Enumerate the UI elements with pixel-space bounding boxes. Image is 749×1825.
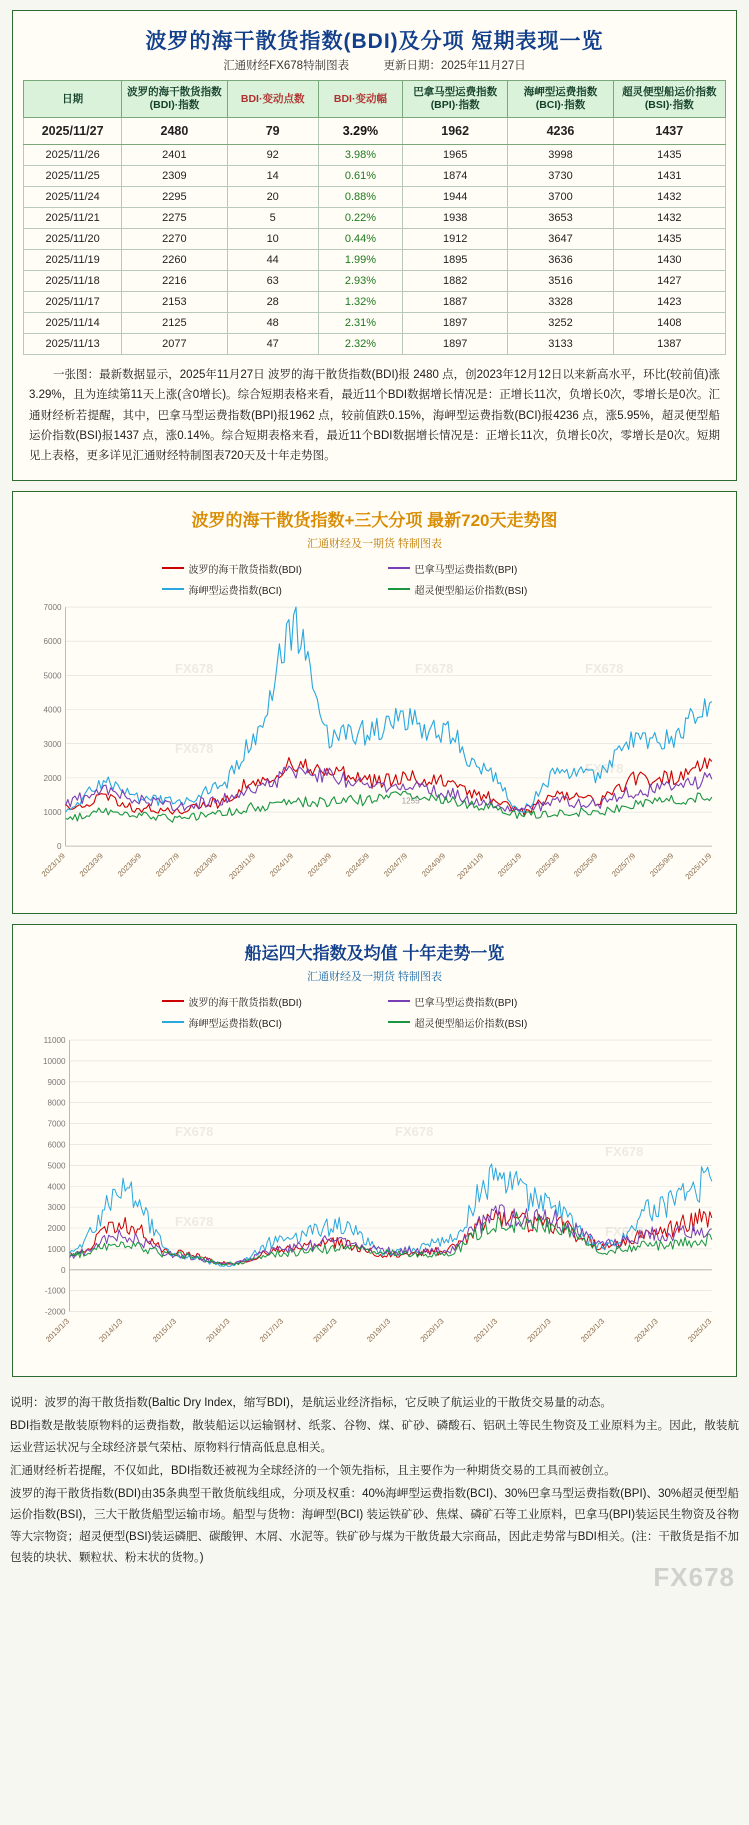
cell-pct: 2.93% (318, 271, 402, 292)
svg-text:2024/5/9: 2024/5/9 (343, 851, 372, 879)
cell-date: 2025/11/18 (24, 271, 122, 292)
cell-bsi: 1427 (613, 271, 725, 292)
legend-item-bpi (388, 994, 588, 1009)
cell-bci: 3516 (508, 271, 613, 292)
table-row (24, 292, 726, 313)
cell-bpi: 1887 (403, 292, 508, 313)
svg-text:2015/1/3: 2015/1/3 (150, 1316, 179, 1344)
svg-text:2000: 2000 (43, 773, 62, 783)
cell-chg: 92 (227, 145, 318, 166)
table-row (24, 271, 726, 292)
watermark: FX678 (395, 1123, 434, 1139)
svg-text:-1000: -1000 (44, 1286, 66, 1296)
cell-bdi: 2125 (122, 313, 227, 334)
svg-text:2016/1/3: 2016/1/3 (204, 1316, 232, 1344)
cell-bdi: 2401 (122, 145, 227, 166)
cell-date: 2025/11/25 (24, 166, 122, 187)
watermark: FX678 (175, 660, 214, 676)
cell-bdi: 2077 (122, 334, 227, 355)
svg-text:3000: 3000 (43, 739, 62, 749)
cell-bpi: 1882 (403, 271, 508, 292)
cell-bsi: 1423 (613, 292, 725, 313)
svg-text:2022/1/3: 2022/1/3 (525, 1316, 553, 1344)
table-subtitle (23, 57, 726, 80)
cell-bsi: 1430 (613, 250, 725, 271)
cell-bdi: 2270 (122, 229, 227, 250)
watermark: FX678 (605, 1223, 644, 1239)
svg-text:1000: 1000 (43, 807, 62, 817)
cell-bpi: 1912 (403, 229, 508, 250)
cell-bci: 3653 (508, 208, 613, 229)
cell-bsi: 1431 (613, 166, 725, 187)
cell-bci: 3700 (508, 187, 613, 208)
cell-pct: 3.98% (318, 145, 402, 166)
watermark: FX678 (585, 760, 624, 776)
svg-text:2025/9/9: 2025/9/9 (648, 851, 676, 879)
legend-label: 波罗的海干散货指数(BDI) (188, 997, 302, 1009)
svg-text:2025/7/9: 2025/7/9 (609, 851, 638, 879)
svg-text:11000: 11000 (43, 1035, 66, 1045)
legend-label: 超灵便型船运价指数(BSI) (414, 585, 528, 597)
svg-text:7000: 7000 (47, 1119, 66, 1129)
svg-text:6000: 6000 (43, 637, 62, 647)
cell-bci: 3252 (508, 313, 613, 334)
svg-text:10000: 10000 (43, 1056, 66, 1066)
watermark: FX678 (415, 660, 454, 676)
watermark: FX678 (175, 1213, 214, 1229)
cell-date: 2025/11/13 (24, 334, 122, 355)
svg-text:2024/9/9: 2024/9/9 (419, 851, 448, 879)
watermark: FX678 (585, 660, 624, 676)
cell-bdi: 2295 (122, 187, 227, 208)
cell-chg: 14 (227, 166, 318, 187)
table-row (24, 334, 726, 355)
chart-10y-svg (25, 1034, 724, 1368)
legend-item-bsi (388, 1015, 588, 1030)
cell-pct: 1.32% (318, 292, 402, 313)
cell-date: 2025/11/14 (24, 313, 122, 334)
cell-bpi: 1897 (403, 313, 508, 334)
table-row (24, 313, 726, 334)
table-note: 一张图：最新数据显示，2025年11月27日 波罗的海干散货指数(BDI)报 2480 点，创2023年12月12日以来新高水平，环比(较前值)涨3.29%，且为连续第11天上涨(含0增长)。综合短期表格来看，最近11个BDI数据增长情况是：正增长11次，负增长0次，零增长是0次。汇通财经析若提醒，其中，巴拿马型运费指数(BPI)报1962 点，较前值跌0.15%，海岬型运费指数(BCI)报4236 点，涨5.95%，超灵便型船运价指数(BSI)报1437 点，涨0.14%。综合短期表格来看，最近11个BDI数据增长情况是：正增长11次，负增长0次，零增长是0次。短期见上表格，更多详见汇通财经特制图表720天及十年走势图。 (29, 369, 720, 462)
cell-bsi: 1387 (613, 334, 725, 355)
watermark: FX678 (175, 740, 214, 756)
cell-bci: 3730 (508, 166, 613, 187)
svg-text:4000: 4000 (47, 1182, 66, 1192)
cell-chg: 20 (227, 187, 318, 208)
cell-bdi: 2309 (122, 166, 227, 187)
svg-text:2025/11/9: 2025/11/9 (683, 851, 714, 882)
svg-text:2025/1/3: 2025/1/3 (686, 1316, 714, 1344)
cell-chg: 10 (227, 229, 318, 250)
cell-bsi: 1435 (613, 145, 725, 166)
cell-bci: 3636 (508, 250, 613, 271)
page-title: 波罗的海干散货指数(BDI)及分项 短期表现一览 (145, 30, 604, 53)
legend-swatch-icon (388, 1000, 410, 1002)
cell-bsi: 1437 (613, 118, 725, 145)
footer-line: 波罗的海干散货指数(BDI)由35条典型干散货航线组成，分项及权重：40%海岬型运费指数(BCI)、30%巴拿马型运费指数(BPI)、30%超灵便型船运价指数(BSI)，三大干散货船型运输市场。船型与货物：海岬型(BCI) 装运铁矿砂、焦煤、磷矿石等工业原料，巴拿马(BPI)装运民生物资及谷物等大宗物资；超灵便型(BSI)装运磷肥、碳酸钾、木屑、水泥等。铁矿砂与煤为干散货最大宗商品，因此走势常与BDI相关。(注：干散货是指不加包装的块状、颗粒状、粉末状的货物。) (10, 1488, 739, 1564)
col-bdi: 波罗的海干散货指数(BDI)·指数 (122, 81, 227, 118)
svg-text:2024/3/9: 2024/3/9 (305, 851, 334, 879)
cell-bdi: 2153 (122, 292, 227, 313)
legend-swatch-icon (388, 1021, 410, 1023)
footer-line: 汇通财经析若提醒，不仅如此，BDI指数还被视为全球经济的一个领先指标，且主要作为一种期货交易的工具而被创立。 (10, 1464, 616, 1477)
cell-chg: 44 (227, 250, 318, 271)
svg-text:2020/1/3: 2020/1/3 (418, 1316, 446, 1344)
svg-text:8000: 8000 (47, 1098, 66, 1108)
cell-date: 2025/11/20 (24, 229, 122, 250)
svg-text:2023/1/9: 2023/1/9 (39, 851, 67, 879)
cell-date: 2025/11/27 (24, 118, 122, 145)
svg-text:7000: 7000 (43, 602, 62, 612)
chart-10y-legend (25, 986, 724, 1034)
cell-bci: 3328 (508, 292, 613, 313)
cell-bsi: 1408 (613, 313, 725, 334)
chart-720-plot (25, 601, 724, 905)
cell-date: 2025/11/26 (24, 145, 122, 166)
table-row (24, 118, 726, 145)
svg-text:9000: 9000 (47, 1077, 66, 1087)
col-date: 日期 (24, 81, 122, 118)
svg-text:6000: 6000 (47, 1140, 66, 1150)
svg-text:2025/5/9: 2025/5/9 (571, 851, 600, 879)
table-subtitle-right: 更新日期：2025年11月27日 (383, 60, 526, 72)
cell-bci: 3133 (508, 334, 613, 355)
cell-chg: 63 (227, 271, 318, 292)
svg-text:5000: 5000 (47, 1161, 66, 1171)
svg-text:2024/1/3: 2024/1/3 (632, 1316, 660, 1344)
svg-text:1000: 1000 (47, 1244, 66, 1254)
watermark: FX678 (175, 1123, 214, 1139)
cell-bdi: 2216 (122, 271, 227, 292)
bdi-table (23, 80, 726, 355)
svg-text:4000: 4000 (43, 705, 62, 715)
cell-chg: 48 (227, 313, 318, 334)
cell-chg: 79 (227, 118, 318, 145)
col-bsi: 超灵便型船运价指数(BSI)·指数 (613, 81, 725, 118)
legend-item-bci (162, 582, 362, 597)
cell-date: 2025/11/21 (24, 208, 122, 229)
cell-bpi: 1944 (403, 187, 508, 208)
svg-text:2013/1/3: 2013/1/3 (43, 1316, 71, 1344)
table-row (24, 250, 726, 271)
col-bdi-change: BDI·变动点数 (227, 81, 318, 118)
svg-text:2023/7/9: 2023/7/9 (153, 851, 182, 879)
watermark: FX678 (605, 1143, 644, 1159)
svg-text:2024/7/9: 2024/7/9 (381, 851, 410, 879)
svg-text:2017/1/3: 2017/1/3 (257, 1316, 286, 1344)
svg-text:2000: 2000 (47, 1223, 66, 1233)
page-root (0, 10, 749, 1599)
legend-label: 波罗的海干散货指数(BDI) (188, 564, 302, 576)
svg-text:2025/3/9: 2025/3/9 (533, 851, 562, 879)
legend-swatch-icon (162, 1021, 184, 1023)
table-row (24, 166, 726, 187)
legend-label: 海岬型运费指数(BCI) (188, 585, 282, 597)
cell-bsi: 1432 (613, 208, 725, 229)
chart-720-panel (12, 491, 737, 914)
svg-text:2024/1/9: 2024/1/9 (267, 851, 296, 879)
svg-text:1255: 1255 (401, 796, 420, 806)
svg-text:2023/3/9: 2023/3/9 (77, 851, 105, 879)
cell-bpi: 1965 (403, 145, 508, 166)
cell-pct: 2.32% (318, 334, 402, 355)
cell-bsi: 1432 (613, 187, 725, 208)
chart-720-title: 波罗的海干散货指数+三大分项 最新720天走势图 (191, 510, 558, 530)
svg-text:2024/11/9: 2024/11/9 (455, 851, 486, 882)
legend-swatch-icon (162, 567, 184, 569)
cell-pct: 0.22% (318, 208, 402, 229)
svg-text:2023/11/9: 2023/11/9 (227, 851, 257, 882)
cell-bdi: 2260 (122, 250, 227, 271)
table-row (24, 229, 726, 250)
footer-notes (0, 1387, 749, 1599)
legend-label: 巴拿马型运费指数(BPI) (414, 997, 518, 1009)
cell-date: 2025/11/17 (24, 292, 122, 313)
cell-pct: 0.88% (318, 187, 402, 208)
chart-720-subtitle: 汇通财经及一期货 特制图表 (306, 537, 443, 550)
chart-10y-plot (25, 1034, 724, 1368)
footer-line: 说明：波罗的海干散货指数(Baltic Dry Index，缩写BDI)，是航运业经济指标，它反映了航运业的干散货交易量的动态。 (10, 1397, 612, 1410)
cell-bci: 3998 (508, 145, 613, 166)
cell-date: 2025/11/19 (24, 250, 122, 271)
cell-pct: 3.29% (318, 118, 402, 145)
svg-text:0: 0 (56, 842, 62, 852)
chart-10y-panel (12, 924, 737, 1377)
brand-watermark: FX678 (653, 1562, 735, 1593)
cell-bpi: 1897 (403, 334, 508, 355)
legend-item-bpi (388, 561, 588, 576)
table-subtitle-left: 汇通财经FX678特制图表 (223, 60, 350, 72)
svg-text:2021/1/3: 2021/1/3 (471, 1316, 500, 1344)
footer-line: BDI指数是散装原物料的运费指数，散装船运以运输钢材、纸浆、谷物、煤、矿砂、磷酸石、铝矾土等民生物资及工业原料为主。因此，散装航运业营运状况与全球经济景气荣枯、原物料行情高低息息相关。 (10, 1420, 739, 1454)
cell-pct: 0.44% (318, 229, 402, 250)
legend-label: 海岬型运费指数(BCI) (188, 1018, 282, 1030)
col-bpi: 巴拿马型运费指数(BPI)·指数 (403, 81, 508, 118)
cell-bsi: 1435 (613, 229, 725, 250)
table-header-row (24, 81, 726, 118)
bdi-table-panel (12, 10, 737, 481)
cell-chg: 47 (227, 334, 318, 355)
legend-item-bdi (162, 994, 362, 1009)
chart-10y-title: 船运四大指数及均值 十年走势一览 (244, 943, 505, 963)
legend-swatch-icon (162, 1000, 184, 1002)
svg-text:3000: 3000 (47, 1202, 66, 1212)
svg-text:2019/1/3: 2019/1/3 (364, 1316, 393, 1344)
cell-chg: 28 (227, 292, 318, 313)
cell-bpi: 1938 (403, 208, 508, 229)
cell-bdi: 2275 (122, 208, 227, 229)
cell-bci: 3647 (508, 229, 613, 250)
svg-text:2023/9/9: 2023/9/9 (191, 851, 219, 879)
svg-text:-2000: -2000 (44, 1307, 66, 1317)
cell-bpi: 1874 (403, 166, 508, 187)
col-bdi-pct: BDI·变动幅 (318, 81, 402, 118)
cell-pct: 0.61% (318, 166, 402, 187)
cell-chg: 5 (227, 208, 318, 229)
cell-bci: 4236 (508, 118, 613, 145)
legend-item-bci (162, 1015, 362, 1030)
legend-item-bsi (388, 582, 588, 597)
table-row (24, 208, 726, 229)
cell-pct: 1.99% (318, 250, 402, 271)
table-body (24, 118, 726, 355)
svg-text:2014/1/3: 2014/1/3 (97, 1316, 125, 1344)
legend-swatch-icon (162, 588, 184, 590)
legend-swatch-icon (388, 588, 410, 590)
chart-10y-subtitle: 汇通财经及一期货 特制图表 (306, 970, 443, 983)
cell-bdi: 2480 (122, 118, 227, 145)
legend-label: 超灵便型船运价指数(BSI) (414, 1018, 528, 1030)
chart-720-legend (25, 553, 724, 601)
col-bci: 海岬型运费指数(BCI)·指数 (508, 81, 613, 118)
svg-text:2023/5/9: 2023/5/9 (115, 851, 144, 879)
svg-text:2023/1/3: 2023/1/3 (578, 1316, 607, 1344)
cell-bpi: 1962 (403, 118, 508, 145)
svg-text:2025/1/9: 2025/1/9 (495, 851, 524, 879)
legend-swatch-icon (388, 567, 410, 569)
table-row (24, 145, 726, 166)
svg-text:0: 0 (61, 1265, 66, 1275)
cell-bpi: 1895 (403, 250, 508, 271)
table-row (24, 187, 726, 208)
cell-pct: 2.31% (318, 313, 402, 334)
legend-item-bdi (162, 561, 362, 576)
svg-text:2018/1/3: 2018/1/3 (311, 1316, 339, 1344)
cell-date: 2025/11/24 (24, 187, 122, 208)
legend-label: 巴拿马型运费指数(BPI) (414, 564, 518, 576)
svg-text:5000: 5000 (43, 671, 62, 681)
chart-720-svg (25, 601, 724, 905)
